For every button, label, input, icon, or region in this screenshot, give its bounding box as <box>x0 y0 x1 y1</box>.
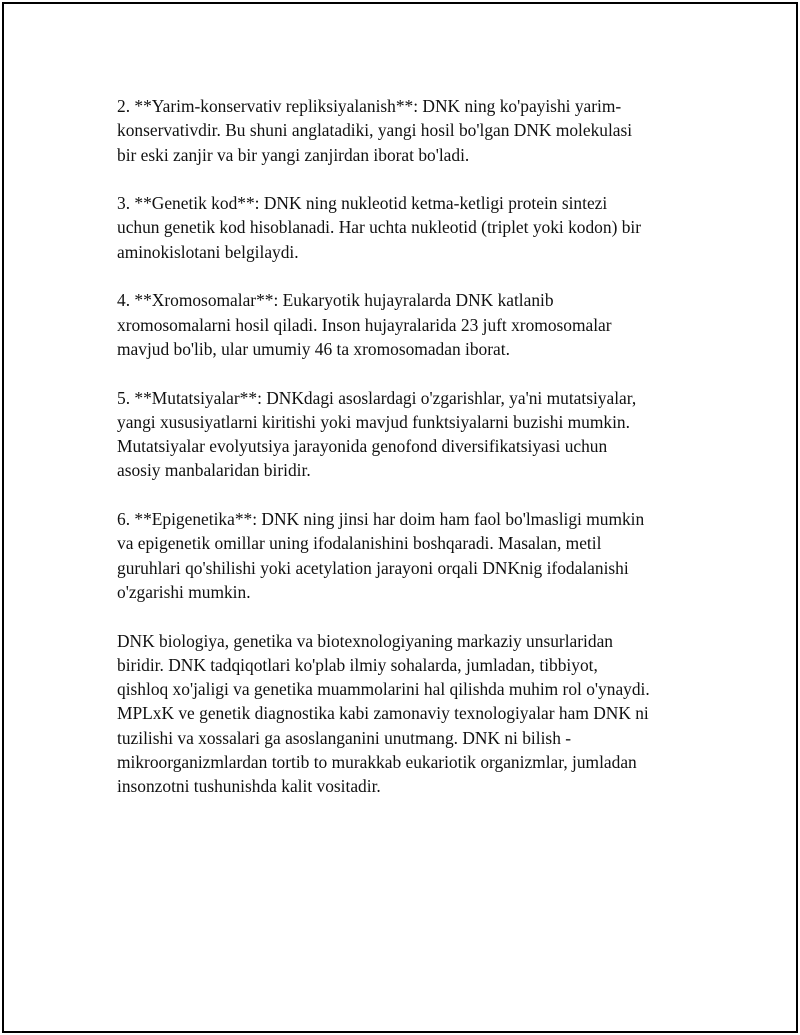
paragraph-semi-conservative-replication: 2. **Yarim-konservativ repliksiyalanish**: DNK ning ko'payishi yarim- konservativdir. Bu shuni anglatadiki, yangi hosil bo'lgan DNK molekulasi bir eski zanjir va bir yangi zanjirdan iborat bo'ladi. <box>117 96 633 165</box>
paragraph-genetic-code: 3. **Genetik kod**: DNK ning nukleotid ketma-ketligi protein sintezi uchun genetik kod hisoblanadi. Har uchta nukleotid (triplet yoki kodon) bir aminokislotani belgilaydi. <box>117 193 642 262</box>
document-body <box>117 94 717 823</box>
paragraph-conclusion: DNK biologiya, genetika va biotexnologiyaning markaziy unsurlaridan biridir. DNK tadqiqotlari ko'plab ilmiy sohalarda, jumladan, tibbiyot, qishloq xo'jaligi va genetika muammolarini hal qilishda muhim rol o'ynaydi. MPLxK ve genetik diagnostika kabi zamonaviy texnologiyalar ham DNK ni tuzilishi va xossalari ga asoslanganini unutmang. DNK ni bilish - mikroorganizmlardan tortib to murakkab eukariotik organizmlar, jumladan insonzotni tushunishda kalit vositadir. <box>117 630 650 797</box>
paragraph-chromosomes: 4. **Xromosomalar**: Eukaryotik hujayralarda DNK katlanib xromosomalarni hosil qiladi. Inson hujayralarida 23 juft xromosomalar mavjud bo'lib, ular umumiy 46 ta xromosomadan iborat. <box>117 290 612 359</box>
paragraph-epigenetics: 6. **Epigenetika**: DNK ning jinsi har doim ham faol bo'lmasligi mumkin va epigenetik omillar uning ifodalanishini boshqaradi. Masalan, metil guruhlari qo'shilishi yoki acetylation jarayoni orqali DNKnig ifodalanishi o'zgarishi mumkin. <box>117 509 645 602</box>
paragraph-mutations: 5. **Mutatsiyalar**: DNKdagi asoslardagi o'zgarishlar, ya'ni mutatsiyalar, yangi xususiyatlarni kiritishi yoki mavjud funktsiyalarni buzishi mumkin. Mutatsiyalar evolyutsiya jarayonida genofond diversifikatsiyasi uchun asosiy manbalaridan biridir. <box>117 387 637 481</box>
